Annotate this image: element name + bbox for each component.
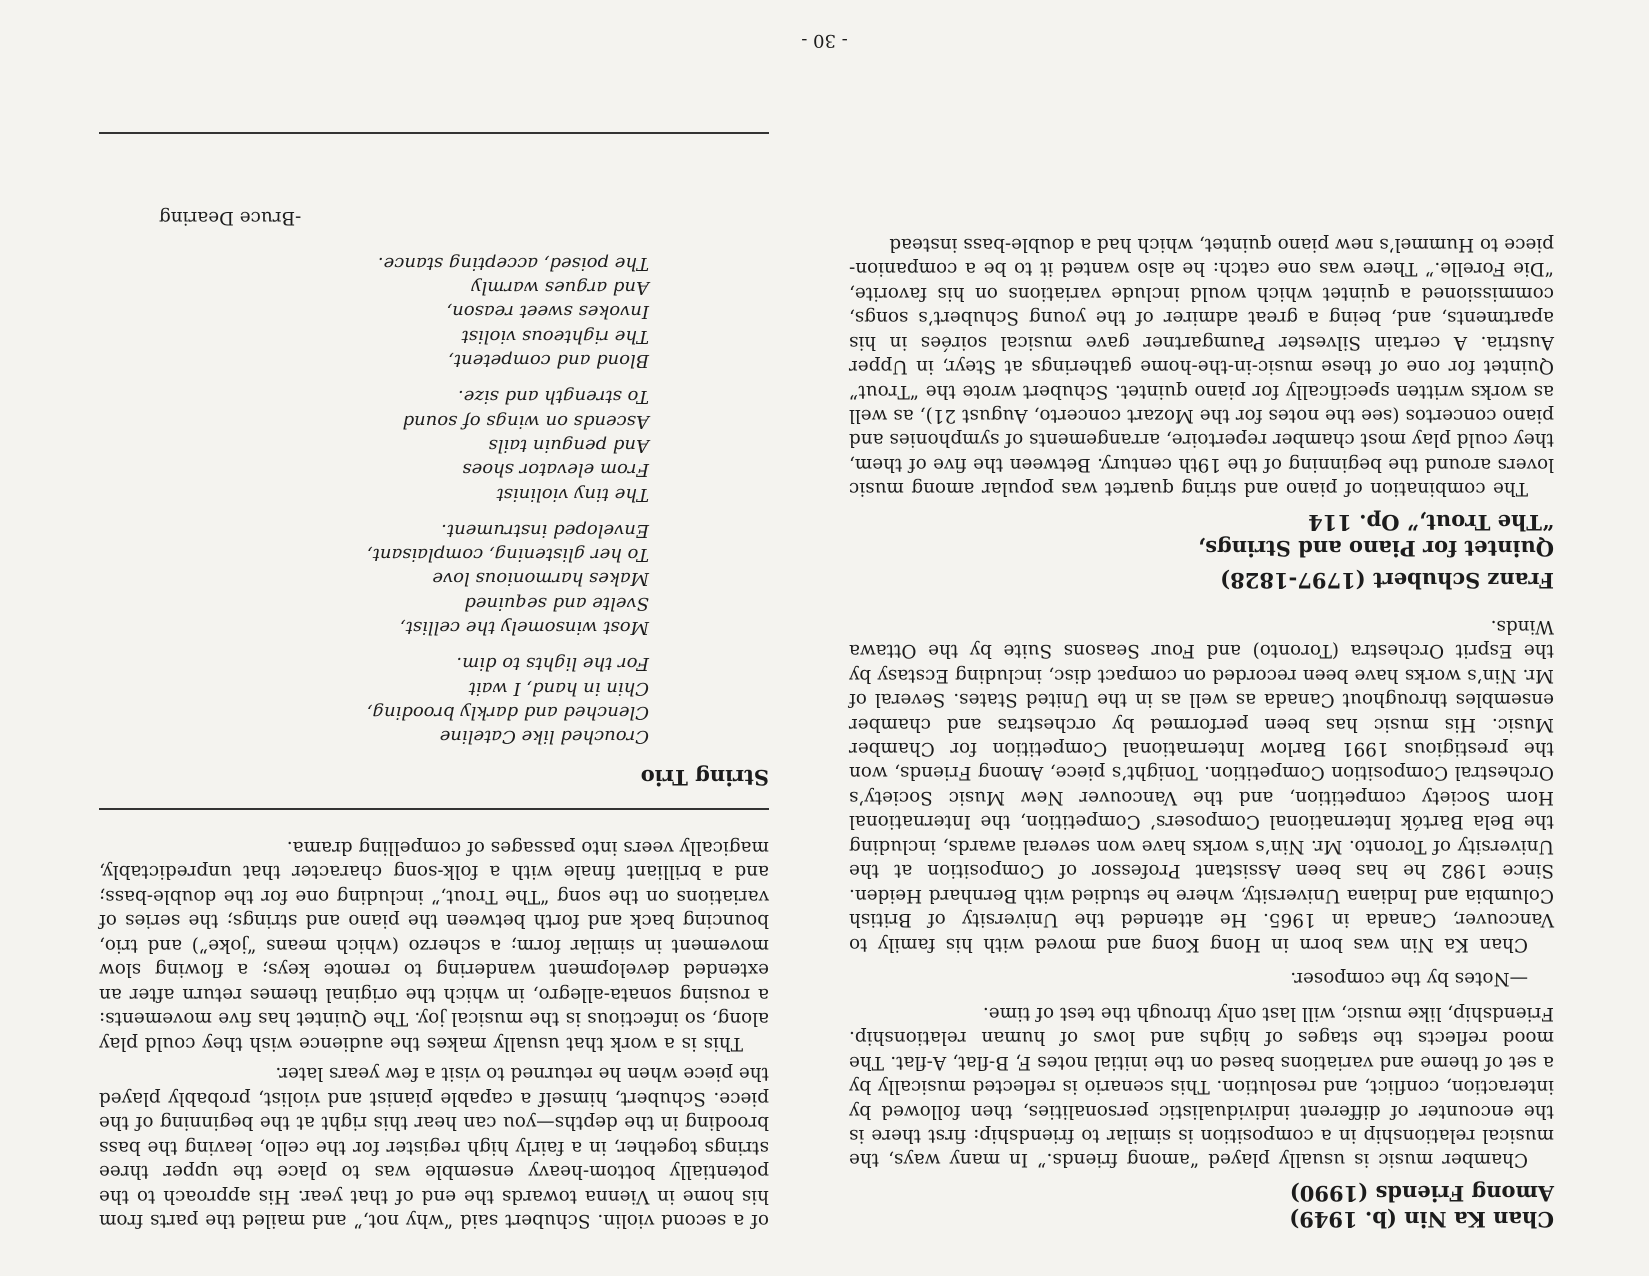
poem-line: From elevator shoes <box>462 459 649 481</box>
poem-line: Svelte and sequined <box>464 592 649 614</box>
poem-line: The righteous violist <box>461 325 649 347</box>
work-title-among-friends: Among Friends (1990) <box>1289 1180 1554 1206</box>
trout-movements: This is a work that usually makes the audience wish they could play along, so infectious is the musical joy. The Quintet has five movements: a rousing sonata-allegro, in which the original themes return after an extended development wandering to remote keys; a flowing slow movement in similar form; a scherzo (which means “joke”) and trio, bouncing back and forth between the piano and strings; the series of variations on the song “The Trout,” including one for the double-bass; and a brilliant finale with a folk-song character that unpredictably, magically veers into passages of compelling drama. <box>99 836 769 1054</box>
poem-line: Makes harmonious love <box>432 568 649 590</box>
poem-line: Chin in hand, I wait <box>468 677 649 699</box>
composer-heading-chan: Chan Ka Nin (b. 1949) <box>1289 1207 1554 1232</box>
poem-line: Most winsomely the cellist, <box>399 617 649 639</box>
poem-line: The tiny violinist <box>496 483 649 505</box>
stanza-break <box>99 639 649 651</box>
divider-bottom <box>99 132 769 134</box>
poem-signature: -Bruce Dearing <box>159 206 302 228</box>
poem-title: String Trio <box>640 765 769 791</box>
composer-heading-schubert: Franz Schubert (1797-1828) <box>1220 568 1554 594</box>
divider-top <box>99 809 769 811</box>
poem-line: Enveloped instrument. <box>441 519 649 541</box>
trout-notes-part2: of a second violin. Schubert said “why not,” and mailed the parts from his home in Vienna towards the end of that year. His approach to the potentially bottom-heavy ensemble was to place the upper three strings together, in a fairly high register for the cello, leaving the bass brooding in the depths—you can hear this right at the beginning of the piece. Schubert, himself a capable pianist and violist, probably played the piece when he returned to visit a few years later. <box>99 1063 769 1231</box>
notes-attribution: —Notes by the composer. <box>1290 968 1528 990</box>
trout-notes-part1: The combination of piano and string quartet was popular among music lovers around the beginning of the 19th century. Between the five of them, they could play most chamber repertoire, arrangements of symphonies and piano concertos (see the notes for the Mozart concerto, August 21), as well as works written specifically for piano quintet. Schubert wrote the “Trout” Quintet for one of these music-in-the-home gatherings at Steyr, in Upper Austria. A certain Silvester Paumgartner gave musical soirées in his apartments, and, being a great admirer of the young Schubert’s songs, commissioned a quintet which would include variations on his favorite, “Die Forelle.” There was one catch: he also wanted it to be a companion-piece to Hummel’s new piano quintet, which had a double-bass instead <box>849 233 1554 500</box>
poem-body <box>99 251 649 749</box>
poem-line: Crouched like Cateline <box>439 726 649 748</box>
chan-biography: Chan Ka Nin was born in Hong Kong and moved with his family to Vancouver, Canada in 1965. He attended the University of British Columbia and Indiana University, where he studied with Bernhard Heiden. Since 1982 he has been Assistant Professor of Composition at the University of Toronto. Mr. Nin’s works have won several awards, including the Bela Bartók International Composers’ Competition, the International Horn Society competition, and the Vancouver New Music Society’s Orchestral Composition Competition. Tonight’s piece, Among Friends, won the prestigious 1991 Barlow International Competition for Chamber Music. His music has been performed by orchestras and chamber ensembles throughout Canada as well as in the United States. Several of Mr. Nin’s works have been recorded on compact disc, including Ecstasy by the Esprit Orchestra (Toronto) and Four Seasons Suite by the Ottawa Winds. <box>849 615 1554 955</box>
poem-line: And argues warmly <box>471 277 649 299</box>
stanza-break <box>99 506 649 518</box>
poem-line: For the lights to dim. <box>456 653 649 675</box>
poem-line: Invokes sweet reason, <box>446 301 649 323</box>
work-title-trout-line1: Quintet for Piano and Strings, <box>1197 535 1554 561</box>
left-column <box>849 231 1554 1276</box>
right-column <box>99 132 769 1276</box>
stanza-break <box>99 372 649 384</box>
poem-line: Blond and competent, <box>448 350 649 372</box>
work-title-trout-line2: “The Trout,” Op. 114 <box>1308 509 1554 535</box>
poem-line: To her glistening, complaisant, <box>366 544 649 566</box>
among-friends-notes: Chamber music is usually played “among friends.” In many ways, the musical relationship in a composition is similar to friendship: first there is the encounter of different individualistic personalities, then followed by interaction, conflict, and resolution. This scenario is reflected musically by a set of theme and variations based on the initial notes F, B-flat, A-flat. The mood reflects the stages of highs and lows of human relationship. Friendship, like music, will last only through the test of time. <box>849 1002 1554 1171</box>
poem-line: Clenched and darkly brooding, <box>366 701 649 723</box>
poem-line: To strength and size. <box>458 386 649 408</box>
poem-line: And penguin tails <box>488 434 649 456</box>
poem-line: The poised, accepting stance. <box>377 252 649 274</box>
poem-line: Ascends on wings of sound <box>402 410 649 432</box>
page-number: - 30 - <box>801 30 848 51</box>
